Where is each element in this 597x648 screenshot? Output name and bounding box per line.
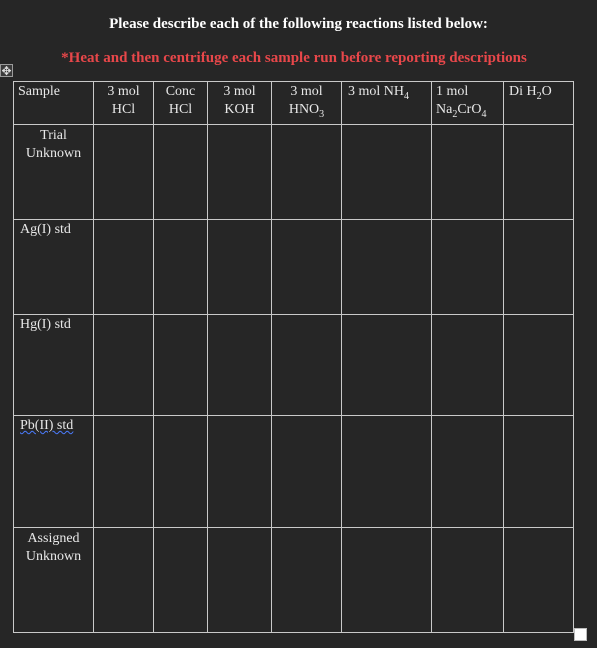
table-cell[interactable] [272,415,342,527]
table-cell[interactable] [94,415,154,527]
table-cell[interactable] [432,219,504,314]
chem-formula: $Na_2CrO_4$ [436,102,487,120]
row-label-pb-std[interactable] [14,415,94,527]
table-cell[interactable] [504,415,574,527]
table-cell[interactable] [432,415,504,527]
table-cell[interactable] [94,124,154,219]
table-cell[interactable] [342,415,432,527]
table-cell[interactable] [342,527,432,632]
table-cell[interactable] [154,415,208,527]
table-resize-handle[interactable] [574,628,587,641]
table-cell[interactable] [272,124,342,219]
table-cell[interactable] [504,314,574,415]
header-3mol-hno3[interactable]: 3 mol $HNO_3$ [272,82,342,125]
row-label-trial-unknown[interactable]: Trial Unknown [14,124,94,219]
table-row [14,527,574,632]
chem-formula: $HNO_3$ [288,102,325,120]
table-cell[interactable] [94,219,154,314]
reactions-table [13,81,574,633]
header-3mol-nh4[interactable] [342,82,432,125]
row-label-hg-std[interactable]: Hg(I) std [14,314,94,415]
header-3mol-koh[interactable]: 3 mol KOH [208,82,272,125]
spellcheck-underline: Pb(II) std [20,417,74,433]
header-3mol-hcl[interactable]: 3 mol HCl [94,82,154,125]
header-1mol-na2cro4[interactable]: 1 mol $Na_2CrO_4$ [432,82,504,125]
table-row [14,415,574,527]
table-cell[interactable] [94,527,154,632]
table-cell[interactable] [154,124,208,219]
table-cell[interactable] [154,219,208,314]
table-cell[interactable] [432,527,504,632]
page-title: Please describe each of the following reactions listed below: [109,16,488,32]
table-cell[interactable] [154,314,208,415]
table-cell[interactable] [342,314,432,415]
table-row [14,314,574,415]
table-cell[interactable] [342,219,432,314]
table-cell[interactable] [432,314,504,415]
table-cell[interactable] [504,219,574,314]
header-conc-hcl[interactable]: Conc HCl [154,82,208,125]
chem-formula: Di $H_2O$ [509,84,552,102]
table-cell[interactable] [208,415,272,527]
table-cell[interactable] [272,219,342,314]
header-row [14,82,574,125]
row-label-assigned-unknown[interactable]: Assigned Unknown [14,527,94,632]
table-move-icon[interactable]: ✥ [1,63,12,78]
table-cell[interactable] [432,124,504,219]
instruction-note: *Heat and then centrifuge each sample run before reporting descriptions [61,50,527,66]
table-cell[interactable] [208,314,272,415]
table-cell[interactable] [272,314,342,415]
table-cell[interactable] [208,219,272,314]
chem-formula: 3 mol $NH_4$ [348,84,409,102]
table-cell[interactable] [154,527,208,632]
table-cell[interactable] [208,527,272,632]
table-row [14,124,574,219]
table-row [14,219,574,314]
table-cell[interactable] [208,124,272,219]
header-sample[interactable]: Sample [14,82,94,125]
table-cell[interactable] [342,124,432,219]
table-cell[interactable] [504,527,574,632]
table-cell[interactable] [94,314,154,415]
table-cell[interactable] [272,527,342,632]
table-cell[interactable] [504,124,574,219]
row-label-ag-std[interactable]: Ag(I) std [14,219,94,314]
header-di-water[interactable] [504,82,574,125]
